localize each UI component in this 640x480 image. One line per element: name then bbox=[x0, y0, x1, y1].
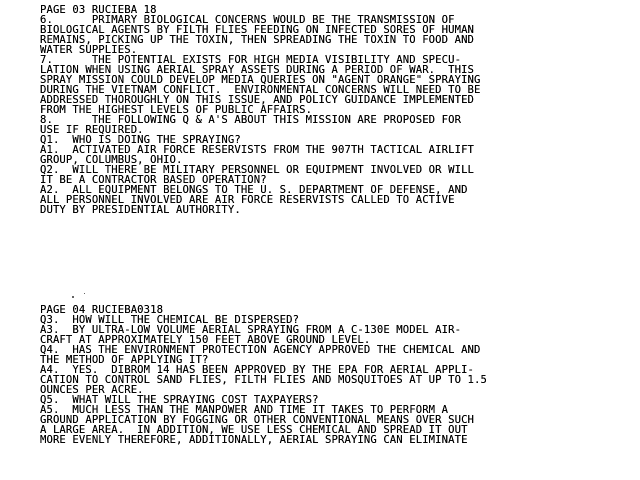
text-line: BIOLOGICAL AGENTS BY FILTH FLIES FEEDING ON INFECTED SORES OF HUMAN bbox=[40, 24, 475, 36]
answer-line: GROUP, COLUMBUS, OHIO. bbox=[40, 154, 183, 166]
question-line: Q5. WHAT WILL THE SPRAYING COST TAXPAYERS? bbox=[40, 394, 319, 406]
question-line: Q3. HOW WILL THE CHEMICAL BE DISPERSED? bbox=[40, 314, 300, 326]
text-line: REMAINS, PICKING UP THE TOXIN, THEN SPREADING THE TOXIN TO FOOD AND bbox=[40, 34, 475, 46]
answer-line: OUNCES PER ACRE. bbox=[40, 384, 144, 396]
question-line: Q1. WHO IS DOING THE SPRAYING? bbox=[40, 134, 241, 146]
text-line: USE IF REQUIRED. bbox=[40, 124, 144, 136]
page-header-03: PAGE 03 RUCIEBA 18 bbox=[40, 4, 157, 16]
text-line: WATER SUPPLIES. bbox=[40, 44, 138, 56]
answer-line: A3. BY ULTRA-LOW VOLUME AERIAL SPRAYING FROM A C-130E MODEL AIR- bbox=[40, 324, 462, 336]
answer-line: CATION TO CONTROL SAND FLIES, FILTH FLIES AND MOSQUITOES AT UP TO 1.5 bbox=[40, 374, 487, 386]
text-line: ADDRESSED THOROUGHLY ON THIS ISSUE, AND POLICY GUIDANCE IMPLEMENTED bbox=[40, 94, 475, 106]
answer-line: A5. MUCH LESS THAN THE MANPOWER AND TIME IT TAKES TO PERFORM A bbox=[40, 404, 449, 416]
answer-line: GROUND APPLICATION BY FOGGING OR OTHER CONVENTIONAL MEANS OVER SUCH bbox=[40, 414, 475, 426]
question-line: Q4. HAS THE ENVIRONMENT PROTECTION AGENCY APPROVED THE CHEMICAL AND bbox=[40, 344, 481, 356]
answer-line: ALL PERSONNEL INVOLVED ARE AIR FORCE RESERVISTS CALLED TO ACTIVE bbox=[40, 194, 455, 206]
question-line: IT BE A CONTRACTOR BASED OPERATION? bbox=[40, 174, 267, 186]
text-line: LATION WHEN USING AERIAL SPRAY ASSETS DURING A PERIOD OF WAR. THIS bbox=[40, 64, 475, 76]
answer-line: A4. YES. DIBROM 14 HAS BEEN APPROVED BY THE EPA FOR AERIAL APPLI- bbox=[40, 364, 475, 376]
text-line: 7. THE POTENTIAL EXISTS FOR HIGH MEDIA VISIBILITY AND SPECU- bbox=[40, 54, 462, 66]
text-line: SPRAY MISSION COULD DEVELOP MEDIA QUERIES ON "AGENT ORANGE" SPRAYING bbox=[40, 74, 481, 86]
text-line: 6. PRIMARY BIOLOGICAL CONCERNS WOULD BE THE TRANSMISSION OF bbox=[40, 14, 455, 26]
text-line: FROM THE HIGHEST LEVELS OF PUBLIC AFFAIRS. bbox=[40, 104, 313, 116]
question-line: Q2. WILL THERE BE MILITARY PERSONNEL OR EQUIPMENT INVOLVED OR WILL bbox=[40, 164, 475, 176]
text-line: DURING THE VIETNAM CONFLICT. ENVIRONMENTAL CONCERNS WILL NEED TO BE bbox=[40, 84, 481, 96]
answer-line: MORE EVENLY THEREFORE, ADDITIONALLY, AERIAL SPRAYING CAN ELIMINATE bbox=[40, 434, 468, 446]
answer-line: DUTY BY PRESIDENTIAL AUTHORITY. bbox=[40, 204, 241, 216]
answer-line: CRAFT AT APPROXIMATELY 150 FEET ABOVE GROUND LEVEL. bbox=[40, 334, 371, 346]
answer-line: A1. ACTIVATED AIR FORCE RESERVISTS FROM THE 907TH TACTICAL AIRLIFT bbox=[40, 144, 475, 156]
scan-speck bbox=[84, 293, 85, 294]
answer-line: A2. ALL EQUIPMENT BELONGS TO THE U. S. DEPARTMENT OF DEFENSE, AND bbox=[40, 184, 468, 196]
question-line: THE METHOD OF APPLYING IT? bbox=[40, 354, 209, 366]
scan-speck bbox=[72, 296, 74, 298]
answer-line: A LARGE AREA. IN ADDITION, WE USE LESS CHEMICAL AND SPREAD IT OUT bbox=[40, 424, 468, 436]
page-header-04: PAGE 04 RUCIEBA0318 bbox=[40, 304, 164, 316]
text-line: 8. THE FOLLOWING Q & A'S ABOUT THIS MISSION ARE PROPOSED FOR bbox=[40, 114, 462, 126]
